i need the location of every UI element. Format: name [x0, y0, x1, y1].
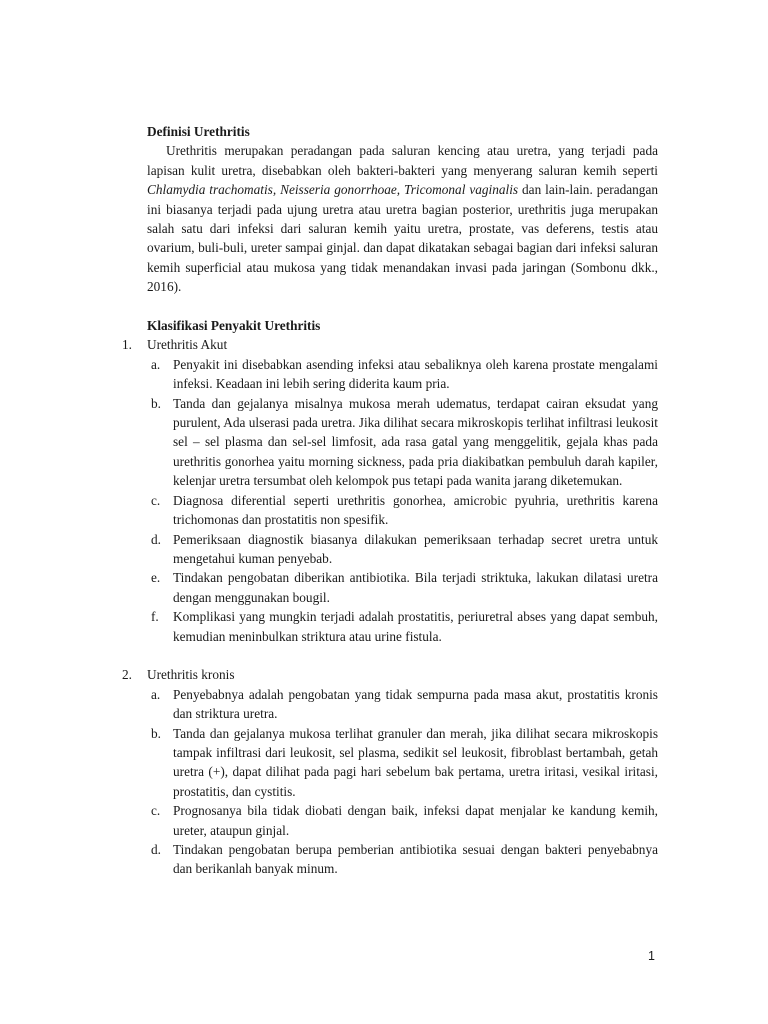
- spacer: [147, 297, 658, 316]
- group-2-heading: [122, 665, 658, 684]
- list-item: [147, 607, 658, 646]
- page-number: 1: [648, 949, 655, 963]
- list-item: [147, 801, 658, 840]
- group-1-heading: [122, 335, 658, 354]
- group-1-list: [147, 355, 658, 646]
- list-item-text: Tindakan pengobatan diberikan antibiotika. Bila terjadi striktuka, lakukan dilatasi uretra dengan menggunakan bougil.: [173, 570, 658, 605]
- list-item: [147, 724, 658, 802]
- definition-text-a: Urethritis merupakan peradangan pada saluran kencing atau uretra, yang terjadi pada lapisan kulit uretra, disebabkan oleh bakteri-bakteri yang menyerang saluran kemih seperti: [147, 143, 658, 178]
- list-marker: f.: [151, 609, 159, 625]
- list-item: [147, 840, 658, 879]
- list-item: [147, 685, 658, 724]
- list-item-text: Penyakit ini disebabkan asending infeksi atau sebaliknya oleh karena prostate mengalami infeksi. Keadaan ini lebih sering diderita kaum pria.: [173, 356, 658, 392]
- list-marker: d.: [151, 531, 161, 547]
- list-item-text: Diagnosa diferential seperti urethritis gonorhea, amicrobic pyuhria, urethritis karena trichomonas dan prostatitis non spesifik.: [173, 492, 658, 528]
- list-item-text: Pemeriksaan diagnostik biasanya dilakukan pemeriksaan terhadap secret uretra untuk mengetahui kuman penyebab.: [173, 531, 658, 566]
- list-marker: b.: [151, 395, 161, 411]
- definition-text-b: dan lain-lain. peradangan ini biasanya terjadi pada ujung uretra atau uretra bagian posterior, urethritis juga merupakan salah satu dari infeksi dari saluran kemih yaitu uretra, prostate, vas deferens, testis atau ovarium, buli-buli, ureter sampai ginjal. dan dapat dikatakan sebagai bagian dari infeksi saluran kemih superficial atau mukosa yang tidak menandakan invasi pada jaringan (Sombonu dkk., 2016).: [147, 182, 658, 295]
- list-marker: c.: [151, 492, 161, 508]
- list-item-text: Tindakan pengobatan berupa pemberian antibiotika sesuai dengan bakteri penyebabnya dan berikanlah banyak minum.: [173, 842, 658, 877]
- list-marker: c.: [151, 803, 161, 819]
- section-title-definisi: Definisi Urethritis: [147, 124, 250, 139]
- group-2-number: 2.: [122, 667, 132, 683]
- list-item: [147, 491, 658, 530]
- group-2-list: [147, 685, 658, 879]
- list-item-text: Prognosanya bila tidak diobati dengan baik, infeksi dapat menjalar ke kandung kemih, ureter, ataupun ginjal.: [173, 803, 658, 838]
- definition-bacteria-names: Chlamydia trachomatis, Neisseria gonorrhoae, Tricomonal vaginalis: [147, 182, 519, 198]
- list-marker: b.: [151, 725, 161, 741]
- list-item: [147, 530, 658, 569]
- list-marker: e.: [151, 570, 161, 586]
- spacer: [147, 646, 658, 665]
- list-marker: a.: [151, 686, 161, 702]
- list-item: [147, 394, 658, 491]
- list-item: [147, 355, 658, 394]
- definition-paragraph: [147, 141, 658, 296]
- list-item-text: Penyebabnya adalah pengobatan yang tidak sempurna pada masa akut, prostatitis kronis dan striktura uretra.: [173, 686, 658, 722]
- section-title-klasifikasi: Klasifikasi Penyakit Urethritis: [147, 318, 321, 334]
- group-1-number: 1.: [122, 337, 132, 353]
- page-content: [122, 122, 658, 879]
- list-marker: a.: [151, 356, 161, 372]
- list-marker: d.: [151, 842, 161, 857]
- list-item-text: Komplikasi yang mungkin terjadi adalah prostatitis, periuretral abses yang dapat sembuh, kemudian meninbulkan striktura atau urine fistula.: [173, 609, 658, 644]
- list-item: [147, 568, 658, 607]
- group-1-title: Urethritis Akut: [147, 337, 228, 353]
- list-item-text: Tanda dan gejalanya misalnya mukosa merah udematus, terdapat cairan eksudat yang purulent, Ada ulserasi pada uretra. Jika dilihat secara mikroskopis terlihat infiltrasi leukosit sel – sel plasma dan sel-sel limfosit, ada rasa gatal yang menggelitik, gejala khas pada urethritis gonorhea yaitu morning sickness, pada pria diakibatkan pembuluh darah kapiler, kelenjar uretra tersumbat oleh kelompok pus tetapi pada wanita jarang diketemukan.: [173, 395, 658, 489]
- group-2-title: Urethritis kronis: [147, 667, 235, 683]
- list-item-text: Tanda dan gejalanya mukosa terlihat granuler dan merah, jika dilihat secara mikroskopis tampak infiltrasi dari leukosit, sel plasma, sedikit sel leukosit, fibroblast bertambah, getah uretra (+), dapat dilihat pada pagi hari sebelum bak pertama, uretra iritasi, vesikal iritasi, prostatitis, dan cystitis.: [173, 725, 658, 799]
